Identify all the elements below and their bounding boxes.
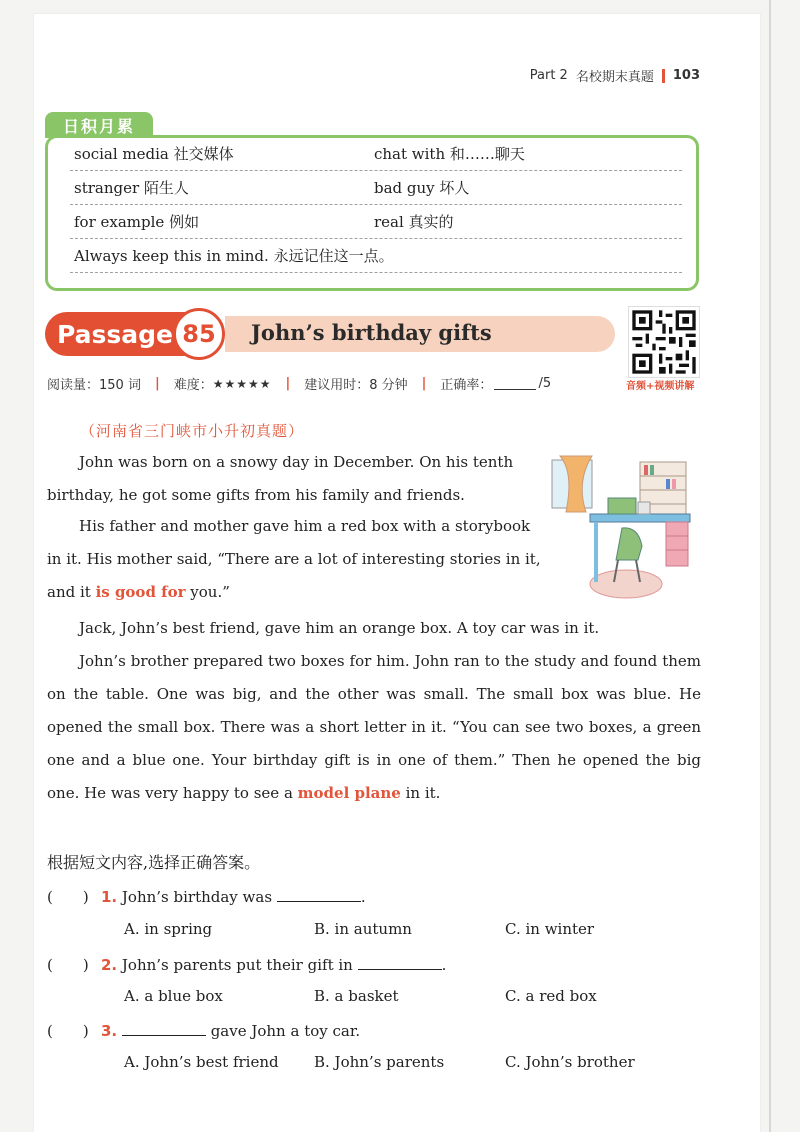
question-text: John’s parents put their gift in — [117, 956, 358, 974]
suggested-time: 建议用时：8 分钟 — [304, 378, 408, 393]
difficulty-stars: ★★★★★ — [212, 376, 272, 391]
passage-label: Passage — [45, 312, 205, 356]
reading-count: 阅读量：150 词 — [47, 378, 141, 393]
meta-separator: | — [421, 376, 427, 391]
passage-title: John’s birthday gifts — [251, 320, 492, 345]
option-b[interactable]: B. a basket — [314, 987, 399, 1005]
vocab-row — [70, 174, 682, 205]
page-number: 103 — [672, 68, 700, 83]
question-end: . — [441, 956, 447, 974]
vocab-item: Always keep this in mind. 永远记住这一点。 — [74, 247, 394, 265]
accuracy-label: 正确率： — [440, 378, 493, 393]
vocab-tab: 日积月累 — [45, 112, 153, 138]
fill-blank[interactable] — [122, 1021, 206, 1036]
option-a[interactable]: A. in spring — [124, 920, 213, 938]
paragraph-3: Jack, John’s best friend, gave him an orange box. A toy car was in it. — [79, 619, 600, 637]
study-room-illustration — [546, 452, 702, 602]
paragraph-4-end: in it. — [400, 784, 441, 802]
question-instruction: 根据短文内容,选择正确答案。 — [47, 853, 261, 872]
difficulty-label: 难度： — [173, 378, 213, 393]
header-part: Part 2 — [529, 68, 568, 83]
page-edge — [769, 0, 771, 1132]
header-section: 名校期末真题 — [575, 70, 654, 85]
option-c[interactable]: C. a red box — [505, 987, 597, 1005]
option-b[interactable]: B. John’s parents — [314, 1053, 445, 1071]
vocab-item: for example 例如 — [74, 213, 200, 231]
qr-code-icon[interactable] — [628, 306, 700, 378]
header-divider — [662, 69, 665, 83]
paragraph-4-text: John’s brother prepared two boxes for him. John ran to the study and found them on the table. One was big, and the other was small. The small box was blue. He opened the small box. There was a short letter in it. “You can see two boxes, a green one and a blue one. Your birthday gift is in one of them.” Then he opened the big one. He was very happy to see a — [47, 652, 701, 802]
fill-blank[interactable] — [358, 955, 442, 970]
answer-paren[interactable]: ( ) — [47, 888, 89, 906]
passage-number: 85 — [173, 308, 225, 360]
vocab-row — [70, 208, 682, 239]
option-a[interactable]: A. a blue box — [124, 987, 223, 1005]
answer-paren[interactable]: ( ) — [47, 1022, 89, 1040]
vocab-item: real 真实的 — [374, 213, 454, 231]
question-number: 3. — [101, 1022, 118, 1040]
question-2 — [47, 954, 446, 975]
qr-caption: 音频+视频讲解 — [626, 381, 695, 392]
running-header — [530, 66, 700, 85]
paragraph-2-end: you.” — [185, 583, 230, 601]
vocab-row — [70, 140, 682, 171]
meta-separator: | — [285, 376, 291, 391]
vocab-item: bad guy 坏人 — [374, 179, 470, 197]
paragraph-2 — [47, 510, 541, 609]
option-a[interactable]: A. John’s best friend — [124, 1053, 279, 1071]
accuracy-total: /5 — [538, 376, 552, 391]
vocab-item: chat with 和……聊天 — [374, 145, 525, 163]
question-number: 1. — [101, 888, 118, 906]
vocab-item: social media 社交媒体 — [74, 145, 234, 163]
vocab-box — [45, 135, 699, 291]
option-c[interactable]: C. in winter — [505, 920, 595, 938]
passage-source: （河南省三门峡市小升初真题） — [80, 422, 305, 440]
highlight-phrase: model plane — [297, 784, 401, 802]
question-end: . — [360, 888, 366, 906]
vocab-item: stranger 陌生人 — [74, 179, 189, 197]
question-3 — [47, 1020, 360, 1041]
passage-banner — [45, 312, 615, 356]
question-1 — [47, 886, 366, 907]
fill-blank[interactable] — [277, 887, 361, 902]
option-b[interactable]: B. in autumn — [314, 920, 412, 938]
paragraph-1: John was born on a snowy day in December. On his tenth birthday, he got some gifts from his family and friends. — [47, 453, 514, 504]
option-c[interactable]: C. John’s brother — [505, 1053, 635, 1071]
highlight-phrase: is good for — [95, 583, 186, 601]
vocab-row — [70, 242, 682, 273]
question-number: 2. — [101, 956, 118, 974]
meta-separator: | — [154, 376, 160, 391]
accuracy-blank[interactable] — [494, 377, 536, 390]
paragraph-2-text: His father and mother gave him a red box with a storybook in it. His mother said, “There are a lot of interesting stories in it, and it — [47, 517, 541, 601]
passage-meta — [47, 374, 551, 393]
paragraph-4 — [47, 645, 701, 810]
question-end: gave John a toy car. — [205, 1022, 361, 1040]
question-text: John’s birthday was — [117, 888, 277, 906]
answer-paren[interactable]: ( ) — [47, 956, 89, 974]
